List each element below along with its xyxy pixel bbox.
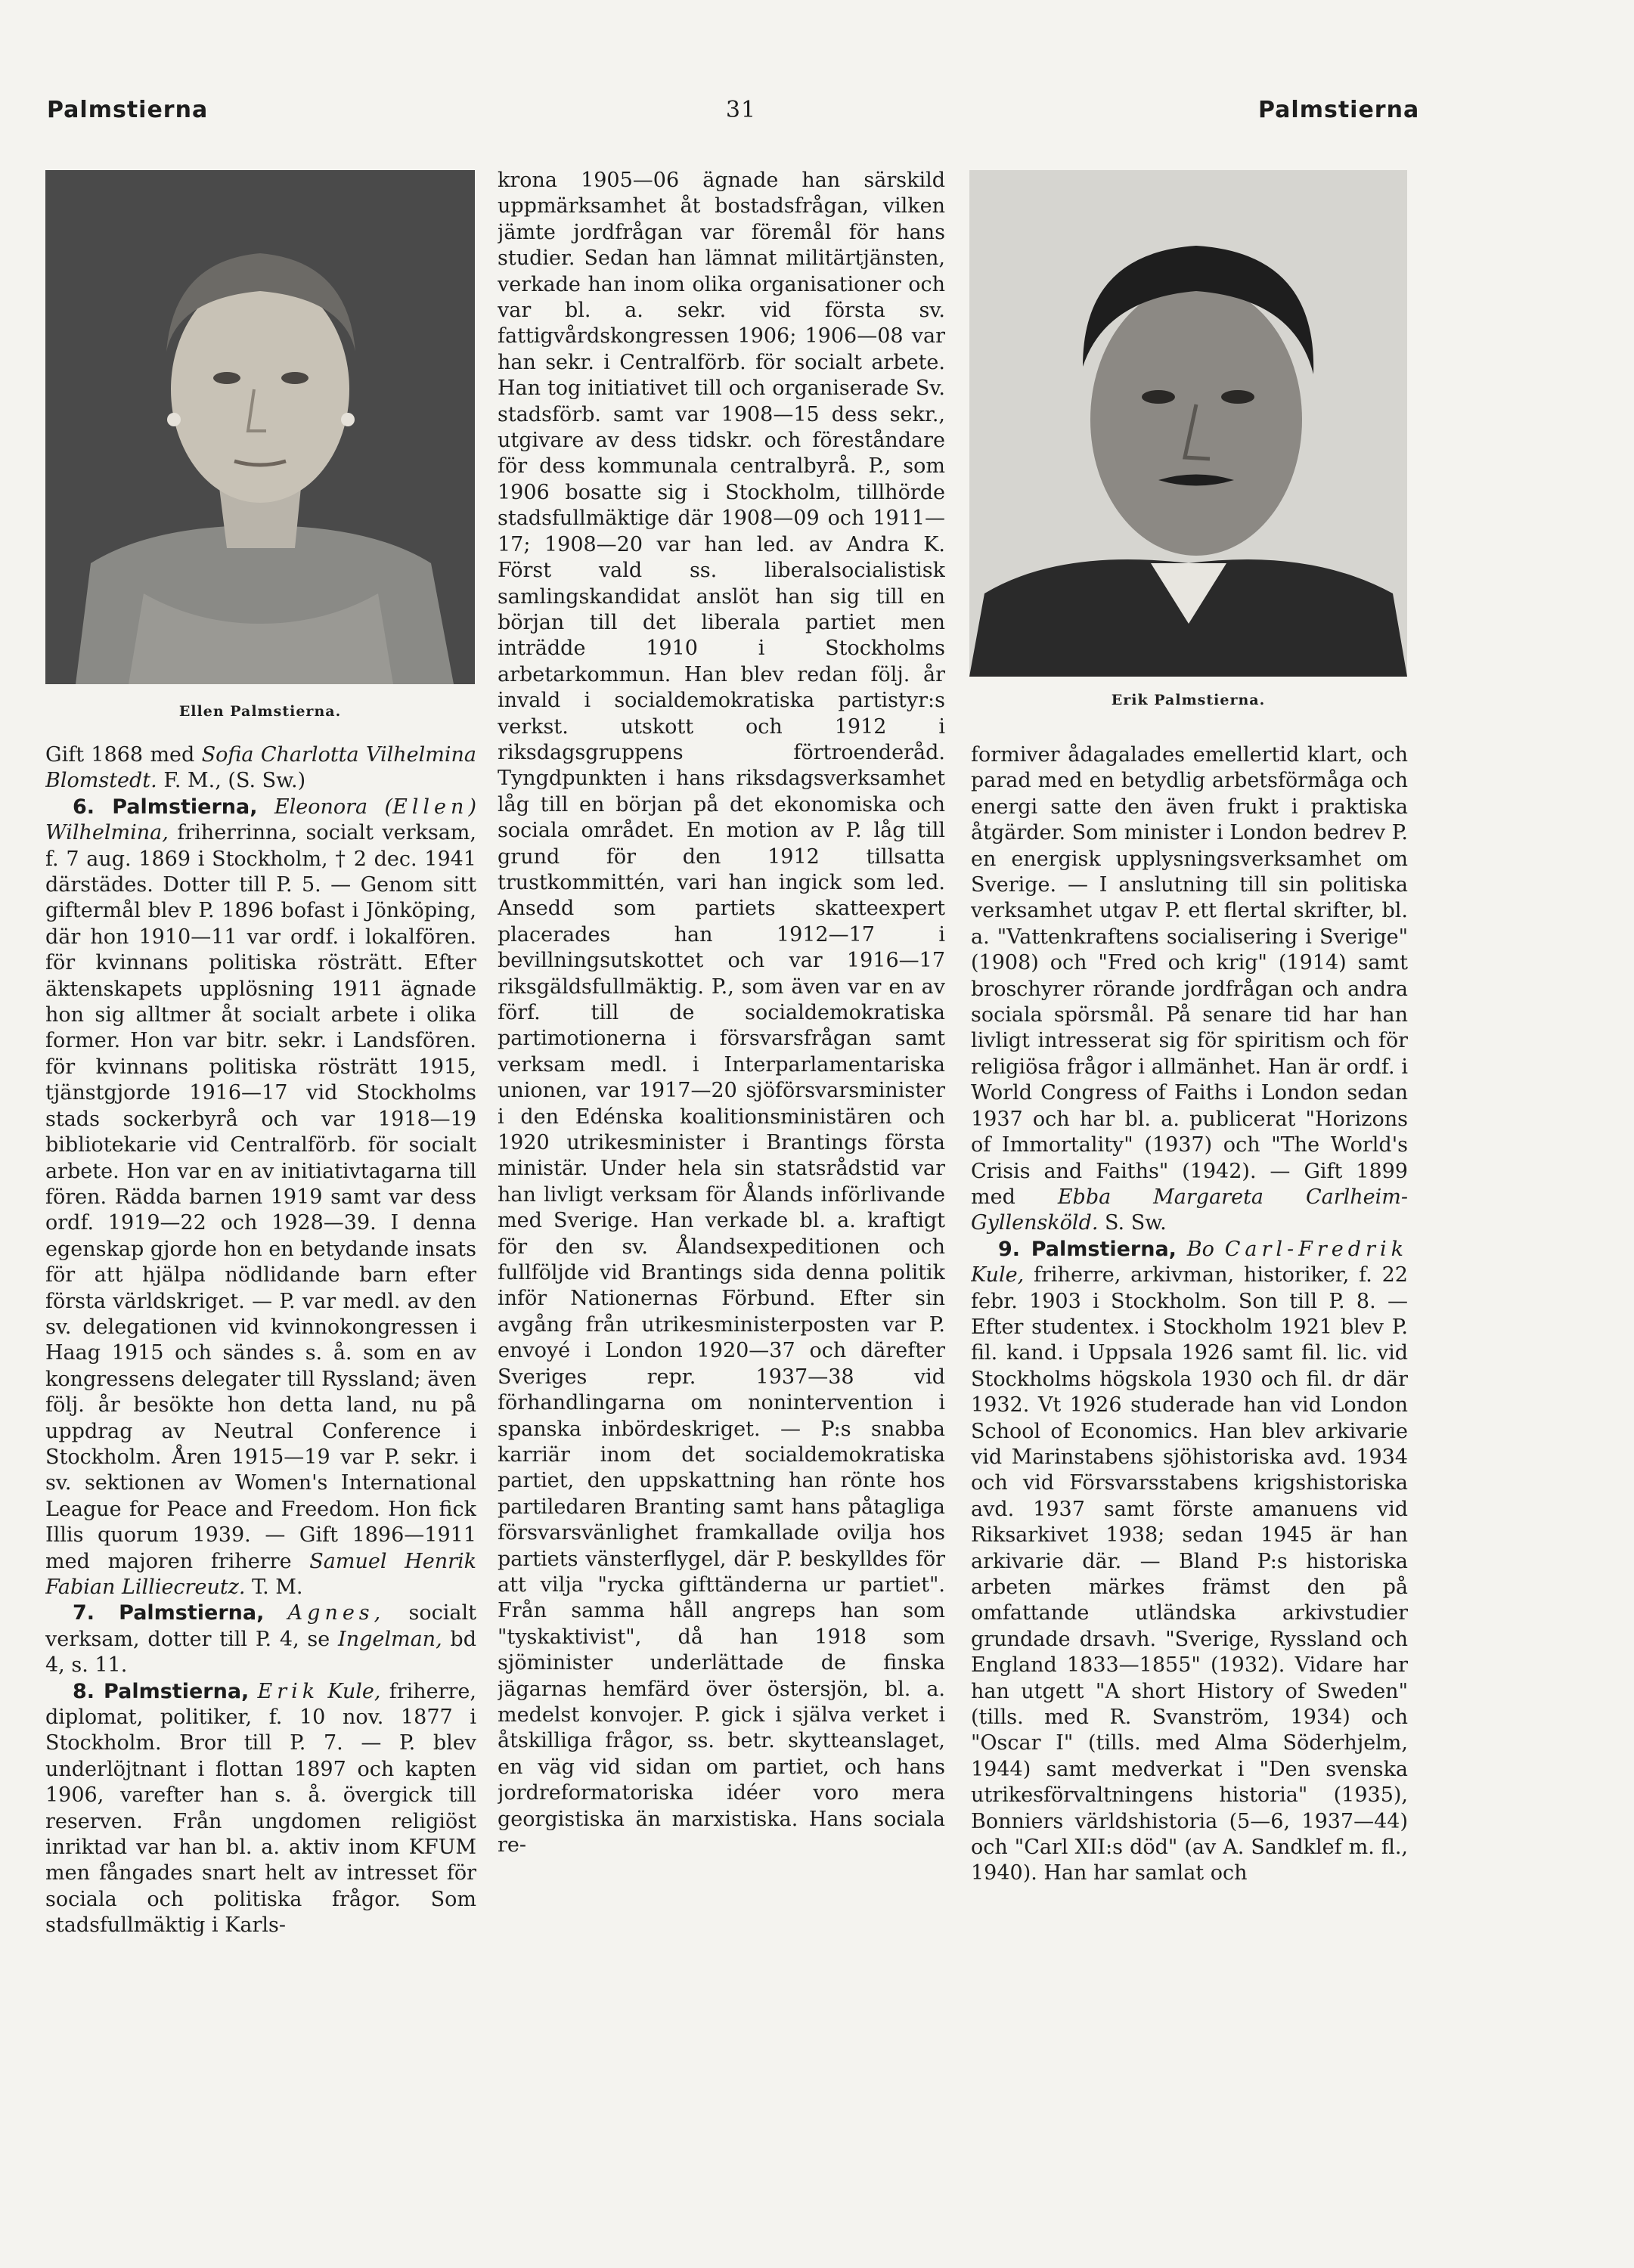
entry-heading: 6. Palmstierna, xyxy=(73,795,258,819)
entry-name: Eleonora ( xyxy=(274,795,393,819)
entry-text: friherrinna, socialt verksam, f. 7 aug. 1869 i Stockholm, † 2 dec. 1941 därstädes. Dotter till P. 5. — Genom sitt giftermål blev P. 1896 bofast i Jönköping, där hon 1910—11 var ordf. i lokalfören. för kvinnans politiska rösträtt. Efter äktenskapets upplösning 1911 ägnade hon sig alltmer åt socialt arbete i olika former. Hon var bitr. sekr. i Landsfören. för kvinnans politiska rösträtt 1915, tjänstgjorde 1916—17 vid Stockholms stads sockerbyrå och var 1918—19 bibliotekarie vid Centralförb. för socialt arbete. Hon var en av initiativtagarna till fören. Rädda barnen 1919 samt var dess ordf. 1919—22 och 1928—39. I denna egenskap gjorde hon en betydande insats för att hjälpa nödlidande barn efter första världskriget. — P. var medl. av den sv. delegationen vid kvinnokongressen i Haag 1915 och sändes s. å. som en av kongressens delegater till Ryssland; även följ. år besökte hon detta land, nu på uppdrag av Neutral Conference i Stockholm. Åren 1915—19 var P. sekr. i sv. sektionen av Women's International League for Peace and Freedom. Hon fick Illis quorum 1939. — Gift 1896—1911 med majoren friherre xyxy=(45,821,476,1573)
entry-name-spaced: Erik xyxy=(257,1679,320,1703)
signature: T. M. xyxy=(245,1576,303,1599)
entry-text: bd 4, s. 11. xyxy=(45,1627,476,1678)
spouse-name: Samuel Henrik Fabian Lilliecreutz. xyxy=(45,1549,476,1599)
entry-name: Bo xyxy=(1186,1237,1214,1261)
spouse-name: Sofia Charlotta Vilhelmina Blomstedt. xyxy=(45,743,476,793)
entry-text: krona 1905—06 ägnade han särskild uppmärksamhet åt bostadsfrågan, vilken jämte jordfrågan var föremål för hans studier. Sedan han lämnat militärtjänsten, verkade han inom olika organisationer och var bl. a. sekr. vid första sv. fattigvårdskongressen 1906; 1906—08 var han sekr. i Centralförb. för socialt arbete. Han tog initiativet till och organiserade Sv. stadsförb. samt var 1908—15 dess sekr., utgivare av dess tidskr. och föreståndare för dess kommunala centralbyrå. P., som 1906 bosatte sig i Stockholm, tillhörde stadsfullmäktige där 1908—09 och 1911—17; 1908—20 var han led. av Andra K. Först vald ss. liberalsocialistisk samlingskandidat anslöt han sig till en början till det liberala partiet men inträdde 1910 i Stockholms arbetarkommun. Han blev redan följ. år invald i socialdemokratiska partistyr:s verkst. utskott och 1912 i riksdagsgruppens förtroenderåd. Tyngdpunkten i hans riksdagsverksamhet låg till en början på det ekonomiska och sociala området. En motion av P. låg till grund för den 1912 tillsatta trustkommittén, vari han ingick som led. Ansedd som partiets skatteexpert placerades han 1912—17 i bevillningsutskottet och var 1916—17 riksgäldsfullmäktig. P., som även var en av förf. till de socialdemokratiska partimotionerna i försvarsfrågan samt verksam medl. i Interparlamentariska unionen, var 1917—20 sjöförsvarsminister i den Edénska koalitionsministären och 1920 utrikesminister i Brantings första ministär. Under hela sin statsrådstid var han livligt verksam för Ålands införlivande med Sverige. Han verkade bl. a. kraftigt för den sv. Ålandsexpeditionen och fullföljde vid Brantings sida denna politik inför Nationernas Förbund. Efter sin avgång från utrikesministerposten var P. envoyé i London 1920—37 och därefter Sveriges repr. 1937—38 vid förhandlingarna om nonintervention i spanska inbördeskriget. — P:s snabba karriär inom det socialdemokratiska partiet, den uppskattning han rönte hos partiledaren Branting samt hans påtagliga försvarsvänlighet framkallade ovilja hos partiets vänsterflygel, där P. beskylldes för att vilja "rycka gifttänderna ur partiet". Från samma håll angreps han som "tyskaktivist", då han 1918 som sjöminister underlättade de finska jägarnas hemfärd över östersjön, bl. a. medelst konvojer. P. gick i själva verket i åtskilliga frågor, ss. betr. skytteanslaget, en väg vid sidan om partiet, och hans jordreformatoriska idéer voro mera georgistiska än marxistiska. Hans sociala re- xyxy=(498,169,945,1857)
entry-heading: 7. Palmstierna, xyxy=(73,1601,265,1625)
photo-caption-right: Erik Palmstierna. xyxy=(1111,692,1266,708)
running-head-left: Palmstierna xyxy=(47,97,209,123)
entry-name-spaced: Agnes, xyxy=(287,1601,386,1625)
entry-text: socialt verksam, dotter till P. 4, se xyxy=(45,1601,476,1651)
photo-caption-left: Ellen Palmstierna. xyxy=(178,703,342,720)
entry-name: Kule, xyxy=(319,1679,381,1703)
spouse-name: Ebba Margareta Carlheim-Gyllensköld. xyxy=(971,1185,1408,1235)
entry-text: friherre, arkivman, historiker, f. 22 febr. 1903 i Stockholm. Son till P. 8. — Efter studentex. i Stockholm 1921 blev P. fil. kand. i Uppsala 1926 samt fil. lic. vid Stockholms högskola 1930 och fil. dr där 1932. Vt 1926 studerade han vid London School of Economics. Han blev arkivarie vid Marinstabens sjöhistoriska avd. 1934 och vid Försvarsstabens krigshistoriska avd. 1937 samt förste amanuens vid Riksarkivet 1938; sedan 1945 är han arkivarie där. — Bland P:s historiska arbeten märkes främst den på omfattande utländska arkivstudier grundade drsavh. "Sverige, Ryssland och England 1833—1855" (1932). Vidare har han utgett "A short History of Sweden" (tills. med R. Svanström, 1934) och "Oscar I" (tills. med Alma Söderhjelm, 1944) samt medverkat i "Den svenska utrikesförvaltningens historia" (1935), Bonniers världshistoria (5—6, 1937—44) och "Carl XII:s död" (av A. Sandklef m. fl., 1940). Han har samlat och xyxy=(971,1263,1408,1885)
cross-reference: Ingelman, xyxy=(338,1627,442,1651)
signature: F. M., (S. Sw.) xyxy=(157,769,306,793)
entry-name: Kule, xyxy=(971,1263,1025,1287)
entry-name-spaced: Carl-Fredrik xyxy=(1224,1237,1408,1261)
portrait-erik-palmstierna xyxy=(969,170,1407,677)
column-1 xyxy=(45,742,476,2096)
column-3 xyxy=(971,742,1408,2096)
column-2 xyxy=(498,168,945,2103)
entry-name-spaced: Ellen xyxy=(392,795,469,819)
entry-heading: 9. Palmstierna, xyxy=(998,1237,1177,1261)
page-number: 31 xyxy=(725,97,757,123)
portrait-ellen-palmstierna xyxy=(45,170,475,684)
text-run: Gift 1868 med xyxy=(45,743,202,767)
running-head-right: Palmstierna xyxy=(1258,97,1420,123)
entry-heading: 8. Palmstierna, xyxy=(73,1679,250,1703)
entry-text: friherre, diplomat, politiker, f. 10 nov. 1877 i Stockholm. Bror till P. 7. — P. blev underlöjtnant i flottan 1897 och kapten 1906, varefter han s. å. övergick till reserven. Från ungdomen religiöst inriktad var han bl. a. aktiv inom KFUM men fångades snart helt av intresset för sociala och politiska frågor. Som stadsfullmäktig i Karls- xyxy=(45,1679,476,1938)
entry-text: formiver ådagalades emellertid klart, och parad med en betydlig arbetsförmåga och energi satte den även frukt i praktiska åtgärder. Som minister i London bedrev P. en energisk upplysningsverksamhet om Sverige. — I anslutning till sin politiska verksamhet utgav P. ett flertal skrifter, bl. a. "Vattenkraftens socialisering i Sverige" (1908) och "Fred och krig" (1914) samt broschyrer rörande jordfrågan och andra sociala spörsmål. På senare tid har han livligt intresserat sig för spiritism och för religiösa frågor i allmänhet. Han är ordf. i World Congress of Faiths i London sedan 1937 och har bl. a. publicerat "Horizons of Immortality" (1937) och "The World's Crisis and Faiths" (1942). — Gift 1899 med xyxy=(971,743,1408,1209)
signature: S. Sw. xyxy=(1098,1211,1167,1235)
entry-name: ) Wilhelmina, xyxy=(45,795,476,845)
